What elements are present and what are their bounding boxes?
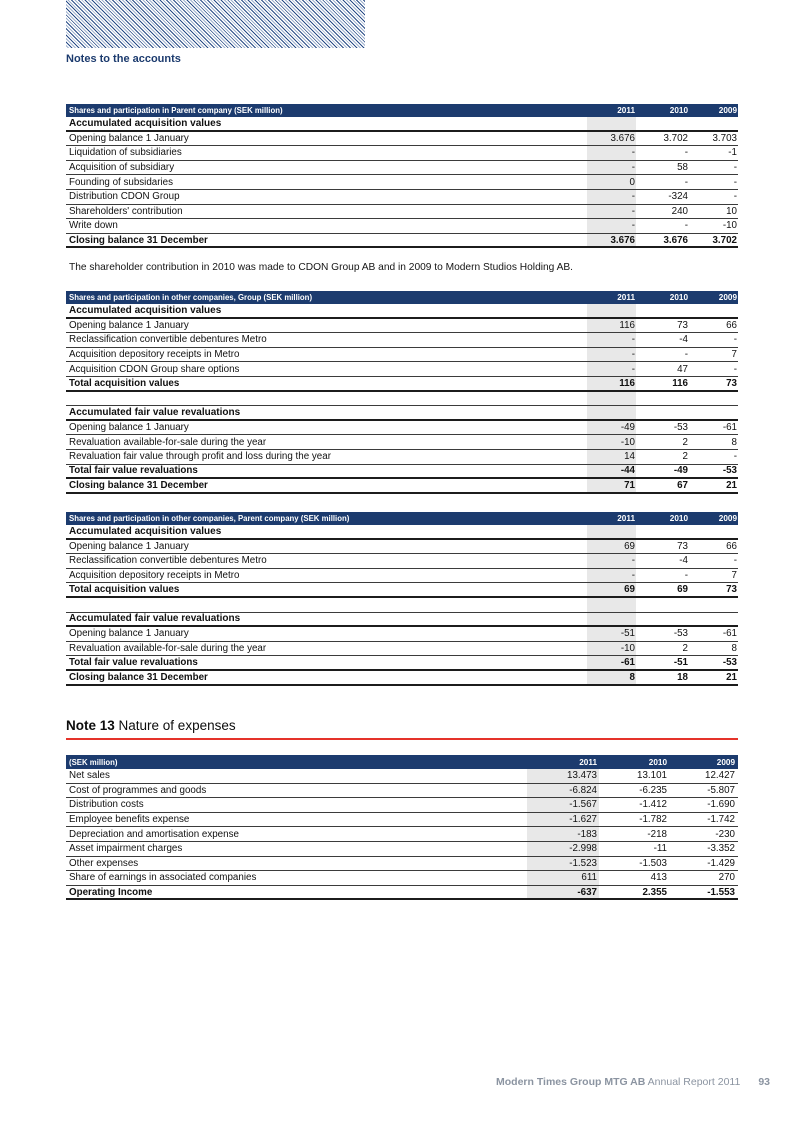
cell-value: - <box>733 334 737 346</box>
table-row <box>66 450 738 465</box>
shareholder-contribution-paragraph: The shareholder contribution in 2010 was made to CDON Group AB and in 2009 to Modern Studios Holding AB. <box>69 262 574 273</box>
table-row <box>66 857 738 872</box>
cell-value: -1.742 <box>707 814 735 826</box>
row-label: Share of earnings in associated companies <box>69 872 257 884</box>
cell-value: 69 <box>624 540 635 552</box>
table-title: Shares and participation in other companies, Group (SEK million) <box>69 293 313 302</box>
table-header-bar <box>66 512 738 525</box>
cell-value: 2 <box>682 436 688 448</box>
table-row <box>66 769 738 784</box>
cell-value: - <box>631 334 635 346</box>
cell-value: - <box>631 349 635 361</box>
cell-value: - <box>684 147 688 159</box>
page-footer <box>66 1076 770 1088</box>
cell-value: 58 <box>677 162 688 174</box>
row-label: Revaluation fair value through profit and loss during the year <box>69 451 331 463</box>
cell-value: 14 <box>624 451 635 463</box>
note-number-label: Note 13 <box>66 718 115 733</box>
table-header-bar <box>66 104 738 117</box>
table-row <box>66 627 738 642</box>
note-13-heading-text <box>66 718 738 733</box>
cell-value: 2 <box>682 643 688 655</box>
cell-value: -10 <box>620 436 635 448</box>
table-row <box>66 190 738 205</box>
footer-report-name: Annual Report 2011 <box>645 1076 741 1088</box>
table-row <box>66 465 738 480</box>
footer-company-name: Modern Times Group MTG AB <box>496 1076 646 1088</box>
cell-value: -51 <box>620 628 635 640</box>
cell-value: - <box>631 220 635 232</box>
cell-value: 0 <box>629 176 635 188</box>
row-label: Acquisition of subsidiary <box>69 162 175 174</box>
row-label: Accumulated acquisition values <box>69 525 222 537</box>
cell-value: -53 <box>722 657 737 669</box>
cell-value: -218 <box>647 828 667 840</box>
row-label: Closing balance 31 December <box>69 234 208 246</box>
notes-section-title: Notes to the accounts <box>66 53 181 65</box>
row-label: Cost of programmes and goods <box>69 784 207 796</box>
cell-value: 13.101 <box>637 770 667 782</box>
table-row <box>66 569 738 584</box>
cell-value: 13.473 <box>567 770 597 782</box>
cell-value: - <box>631 191 635 203</box>
cell-value: 8 <box>731 436 737 448</box>
cell-value: -1.503 <box>639 857 667 869</box>
red-divider-rule <box>66 738 738 740</box>
cell-value: -2.998 <box>569 843 597 855</box>
table-row <box>66 583 738 598</box>
table-row <box>66 362 738 377</box>
cell-value: 413 <box>650 872 667 884</box>
cell-value: 7 <box>731 570 737 582</box>
table-row <box>66 132 738 147</box>
table-shares-other-companies-parent <box>66 512 738 686</box>
table-spacer-row <box>66 598 738 613</box>
cell-value: 116 <box>619 319 635 331</box>
cell-value: 8 <box>731 643 737 655</box>
cell-value: 12.427 <box>705 770 735 782</box>
cell-value: - <box>733 555 737 567</box>
row-label: Asset impairment charges <box>69 843 183 855</box>
cell-value: -6.235 <box>639 784 667 796</box>
row-label: Write down <box>69 220 118 232</box>
cell-value: -324 <box>668 191 688 203</box>
table-row <box>66 234 738 249</box>
cell-value: 3.676 <box>663 234 688 246</box>
cell-value: - <box>733 176 737 188</box>
cell-value: - <box>733 162 737 174</box>
table-row <box>66 554 738 569</box>
cell-value: -1.523 <box>569 857 597 869</box>
cell-value: 2 <box>682 451 688 463</box>
row-label: Reclassification convertible debentures Metro <box>69 334 267 346</box>
year-column-header: 2010 <box>669 293 688 302</box>
table-row <box>66 175 738 190</box>
row-label: Employee benefits expense <box>69 814 190 826</box>
year-column-header: 2009 <box>718 293 737 302</box>
row-label: Revaluation available-for-sale during the year <box>69 643 267 655</box>
cell-value: - <box>631 570 635 582</box>
table-shares-other-companies-group <box>66 291 738 494</box>
row-label: Shareholders' contribution <box>69 205 183 217</box>
cell-value: -61 <box>722 628 737 640</box>
cell-value: -11 <box>653 843 667 855</box>
cell-value: 71 <box>624 479 635 491</box>
cell-value: -637 <box>577 886 597 898</box>
row-label: Net sales <box>69 770 110 782</box>
year-column-header: 2009 <box>718 106 737 115</box>
cell-value: 116 <box>619 377 635 389</box>
table-row <box>66 642 738 657</box>
cell-value: -53 <box>673 628 688 640</box>
table-row <box>66 435 738 450</box>
cell-value: -1.429 <box>707 857 735 869</box>
cell-value: 73 <box>677 540 688 552</box>
cell-value: -3.352 <box>707 843 735 855</box>
row-label: Distribution CDON Group <box>69 191 180 203</box>
cell-value: 67 <box>677 479 688 491</box>
cell-value: 10 <box>726 205 737 217</box>
row-label: Liquidation of subsidiaries <box>69 147 182 159</box>
cell-value: -1.627 <box>569 814 597 826</box>
table-row <box>66 886 738 901</box>
cell-value: - <box>631 205 635 217</box>
cell-value: 2.355 <box>642 886 667 898</box>
row-label: Accumulated acquisition values <box>69 304 222 316</box>
cell-value: 66 <box>726 540 737 552</box>
table-row <box>66 377 738 392</box>
table-row <box>66 319 738 334</box>
table-row <box>66 117 738 132</box>
cell-value: 8 <box>629 671 635 683</box>
cell-value: 240 <box>671 205 688 217</box>
table-row <box>66 146 738 161</box>
row-label: Acquisition depository receipts in Metro <box>69 349 240 361</box>
cell-value: -49 <box>673 465 688 477</box>
table-header-bar <box>66 755 738 769</box>
table-title: (SEK million) <box>69 757 118 767</box>
year-column-header: 2010 <box>669 106 688 115</box>
table-row <box>66 348 738 363</box>
row-label: Total acquisition values <box>69 377 180 389</box>
cell-value: 18 <box>677 671 688 683</box>
row-label: Total fair value revaluations <box>69 657 198 669</box>
table-row <box>66 871 738 886</box>
cell-value: 47 <box>677 363 688 375</box>
row-label: Acquisition depository receipts in Metro <box>69 570 240 582</box>
table-title: Shares and participation in other companies, Parent company (SEK million) <box>69 514 350 523</box>
cell-value: - <box>684 349 688 361</box>
table-row <box>66 813 738 828</box>
table-row <box>66 304 738 319</box>
table-row <box>66 784 738 799</box>
cell-value: 3.676 <box>610 234 635 246</box>
table-shares-parent-company <box>66 104 738 248</box>
row-label: Revaluation available-for-sale during the year <box>69 436 267 448</box>
row-label: Operating Income <box>69 886 153 898</box>
table-row <box>66 421 738 436</box>
cell-value: -4 <box>679 334 688 346</box>
year-column-header: 2011 <box>579 757 597 767</box>
table-row <box>66 540 738 555</box>
cell-value: -1.782 <box>639 814 667 826</box>
cell-value: -230 <box>715 828 735 840</box>
table-row <box>66 219 738 234</box>
cell-value: 73 <box>677 319 688 331</box>
table-row <box>66 161 738 176</box>
row-label: Total acquisition values <box>69 584 180 596</box>
cell-value: - <box>684 570 688 582</box>
cell-value: 116 <box>672 377 688 389</box>
cell-value: 21 <box>726 671 737 683</box>
cell-value: 73 <box>726 377 737 389</box>
cell-value: - <box>733 363 737 375</box>
cell-value: 7 <box>731 349 737 361</box>
cell-value: - <box>684 220 688 232</box>
cell-value: -1.553 <box>707 886 735 898</box>
cell-value: -1.690 <box>707 799 735 811</box>
table-row <box>66 842 738 857</box>
footer-page-number: 93 <box>758 1076 770 1088</box>
table-row <box>66 205 738 220</box>
table-row <box>66 333 738 348</box>
year-column-header: 2009 <box>718 514 737 523</box>
cell-value: -1.412 <box>639 799 667 811</box>
cell-value: -10 <box>722 220 737 232</box>
row-label: Closing balance 31 December <box>69 671 208 683</box>
cell-value: -53 <box>673 422 688 434</box>
row-label: Closing balance 31 December <box>69 479 208 491</box>
table-title: Shares and participation in Parent company (SEK million) <box>69 106 283 115</box>
cell-value: -51 <box>673 657 688 669</box>
row-label: Accumulated fair value revaluations <box>69 613 241 625</box>
cell-value: - <box>631 555 635 567</box>
cell-value: -1.567 <box>569 799 597 811</box>
row-label: Reclassification convertible debentures Metro <box>69 555 267 567</box>
row-label: Total fair value revaluations <box>69 465 198 477</box>
row-label: Distribution costs <box>69 799 144 811</box>
cell-value: 69 <box>624 584 635 596</box>
table-spacer-row <box>66 392 738 407</box>
cell-value: -10 <box>620 643 635 655</box>
cell-value: 3.703 <box>712 132 737 144</box>
cell-value: - <box>631 162 635 174</box>
row-label: Acquisition CDON Group share options <box>69 363 240 375</box>
table-row <box>66 406 738 421</box>
row-label: Opening balance 1 January <box>69 319 189 331</box>
table-nature-of-expenses <box>66 755 738 900</box>
year-column-header: 2010 <box>648 757 667 767</box>
cell-value: -5.807 <box>707 784 735 796</box>
table-row <box>66 671 738 686</box>
cell-value: - <box>733 191 737 203</box>
cell-value: - <box>684 176 688 188</box>
table-row <box>66 613 738 628</box>
cell-value: - <box>631 363 635 375</box>
cell-value: 270 <box>718 872 735 884</box>
year-column-header: 2009 <box>716 757 735 767</box>
cell-value: 611 <box>581 872 597 884</box>
cell-value: - <box>733 451 737 463</box>
row-label: Accumulated acquisition values <box>69 117 222 129</box>
cell-value: 69 <box>677 584 688 596</box>
table-row <box>66 479 738 494</box>
cell-value: -53 <box>722 465 737 477</box>
note-13-heading <box>66 718 738 740</box>
table-row <box>66 798 738 813</box>
cell-value: -6.824 <box>569 784 597 796</box>
row-label: Depreciation and amortisation expense <box>69 828 239 840</box>
row-label: Founding of subsidaries <box>69 176 174 188</box>
table-row <box>66 525 738 540</box>
cell-value: -49 <box>620 422 635 434</box>
cell-value: - <box>631 147 635 159</box>
table-header-bar <box>66 291 738 304</box>
cell-value: -44 <box>620 465 635 477</box>
row-label: Accumulated fair value revaluations <box>69 406 241 418</box>
row-label: Opening balance 1 January <box>69 628 189 640</box>
cell-value: 73 <box>726 584 737 596</box>
cell-value: -61 <box>722 422 737 434</box>
row-label: Opening balance 1 January <box>69 132 189 144</box>
year-column-header: 2011 <box>617 514 635 523</box>
row-label: Opening balance 1 January <box>69 540 189 552</box>
table-row <box>66 656 738 671</box>
cell-value: 3.702 <box>712 234 737 246</box>
cell-value: -1 <box>728 147 737 159</box>
cell-value: 21 <box>726 479 737 491</box>
cell-value: -61 <box>620 657 635 669</box>
cell-value: -4 <box>679 555 688 567</box>
table-row <box>66 827 738 842</box>
year-column-header: 2010 <box>669 514 688 523</box>
hatch-pattern-decoration <box>66 0 365 48</box>
row-label: Opening balance 1 January <box>69 422 189 434</box>
year-column-header: 2011 <box>617 106 635 115</box>
note-title-label: Nature of expenses <box>114 718 236 733</box>
cell-value: 66 <box>726 319 737 331</box>
cell-value: -183 <box>577 828 597 840</box>
year-column-header: 2011 <box>617 293 635 302</box>
cell-value: 3.702 <box>663 132 688 144</box>
row-label: Other expenses <box>69 857 139 869</box>
cell-value: 3.676 <box>610 132 635 144</box>
